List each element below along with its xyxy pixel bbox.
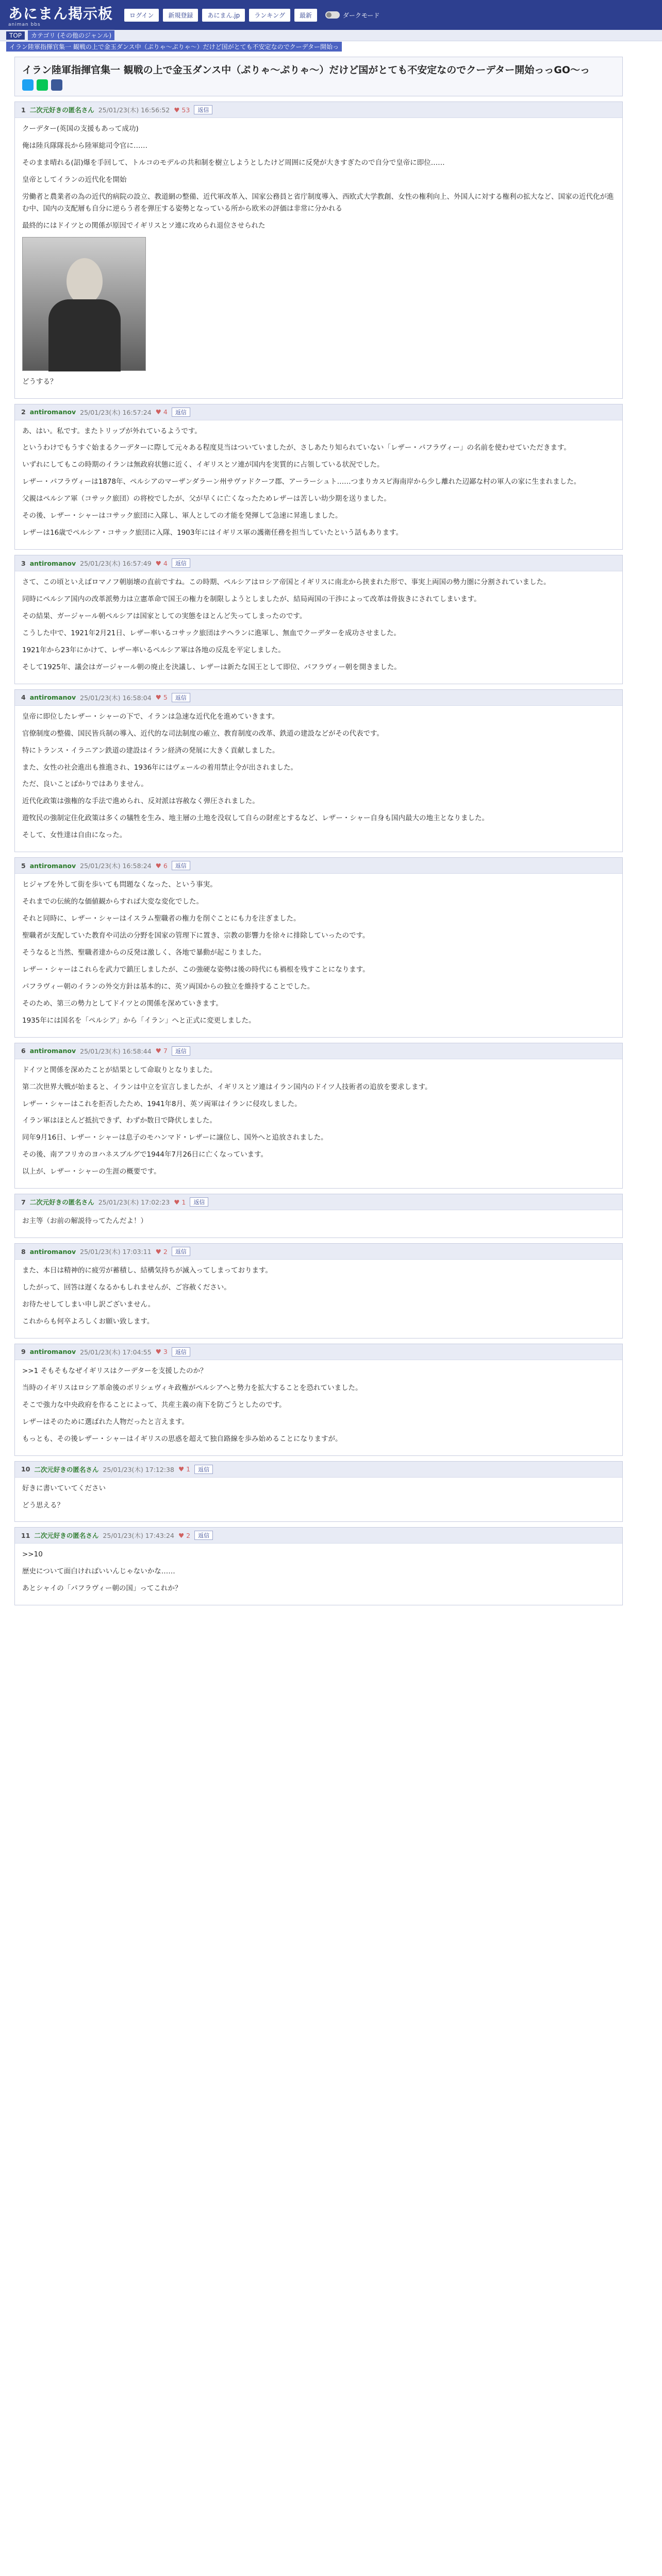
post [14, 1043, 623, 1189]
reply-button[interactable]: 返信 [194, 1465, 213, 1474]
heart-icon: ♥ [155, 559, 163, 567]
poster-name: antiromanov [29, 1247, 76, 1256]
post-text: パフラヴィー朝のイランの外交方針は基本的に、英ソ両国からの独立を維持することでした。 [22, 982, 315, 991]
thread-title: イラン陸軍指揮官集一 観戦の上で金玉ダンス中（ぷりゃ〜ぷりゃ〜）だけど国がとても不安定なのでクーデター開始っっGO〜っ [22, 64, 590, 76]
like-count: 1 [181, 1198, 186, 1206]
like-button[interactable] [156, 560, 168, 567]
like-button[interactable] [156, 1047, 168, 1055]
post-text: こうした中で、1921年2月21日、レザー率いるコサック旅団はテヘランに進軍し、無血でクーデターを成功させました。 [22, 629, 401, 637]
facebook-share-icon[interactable] [51, 79, 62, 91]
post-header [15, 1244, 622, 1260]
dark-mode-toggle[interactable] [325, 11, 380, 20]
post-body [15, 571, 622, 684]
post-header [15, 1344, 622, 1360]
like-count: 2 [186, 1531, 191, 1539]
post-text: 官僚制度の整備、国民皆兵制の導入、近代的な司法制度の確立、教育制度の改革、鉄道の建設などがその代表です。 [22, 729, 384, 738]
poster-name: antiromanov [29, 1047, 76, 1055]
post-list [14, 101, 623, 1605]
post-date: 25/01/23(木) 17:43:24 [103, 1532, 174, 1540]
post-text: 1921年から23年にかけて、レザー率いるペルシア軍は各地の反乱を平定しました。 [22, 646, 285, 654]
poster-name: 二次元好きの匿名さん [34, 1465, 99, 1473]
post-text: 特にトランス・イラニアン鉄道の建設はイラン経済の発展に大きく貢献しました。 [22, 746, 279, 755]
like-count: 3 [163, 1348, 168, 1356]
heart-icon: ♥ [174, 1198, 182, 1206]
post-text: クーデター(英国の支援もあって成功) [22, 125, 139, 133]
post-text: レザー・シャーはこれらを武力で鎮圧しましたが、この強硬な姿勢は後の時代にも禍根を残すことになります。 [22, 965, 370, 974]
post-text: 同年9月16日、レザー・シャーは息子のモハンマド・レザーに譲位し、国外へと追放されました。 [22, 1133, 328, 1142]
post-text: したがって、回答は遅くなるかもしれませんが、ご容赦ください。 [22, 1283, 231, 1292]
post-body [15, 420, 622, 550]
post-number[interactable]: 4 [21, 693, 26, 702]
post-text: 皇帝に即位したレザー・シャーの下で、イランは急速な近代化を進めていきます。 [22, 712, 279, 721]
post-text: お主等（お前の解説待ってたんだよ！） [22, 1217, 147, 1226]
poster-name: antiromanov [29, 1348, 76, 1356]
post-text: 俺は陸兵隊隊長から陸軍総司令官に…… [22, 141, 147, 150]
reply-button[interactable]: 返信 [190, 1197, 208, 1207]
post-body [15, 1210, 622, 1238]
post-date: 25/01/23(木) 17:04:55 [80, 1348, 152, 1356]
post-text: ヒジャブを外して街を歩いても問題なくなった、という事実。 [22, 880, 217, 889]
poster-name: 二次元好きの匿名さん [29, 1198, 94, 1207]
post-text: その後、南アフリカのヨハネスブルグで1944年7月26日に亡くなっています。 [22, 1150, 268, 1159]
post-text: そして1925年、議会はガージャール朝の廃止を決議し、レザーは新たな国王として即位、パフラヴィー朝を開きました。 [22, 663, 401, 671]
heart-icon: ♥ [155, 1247, 163, 1256]
post-date: 25/01/23(木) 16:58:44 [80, 1047, 152, 1055]
post-body [15, 1544, 622, 1605]
post-body [15, 874, 622, 1037]
post-text: また、女性の社会進出も推進され、1936年にはヴェールの着用禁止令が出されました。 [22, 763, 297, 772]
like-button[interactable] [156, 1348, 168, 1355]
post [14, 101, 623, 399]
post-text: レザーは16歳でペルシア・コサック旅団に入隊、1903年にはイギリス軍の護衛任務を担当していたという話もあります。 [22, 529, 403, 537]
post-body [15, 1478, 622, 1522]
portrait-image[interactable] [22, 237, 146, 371]
post-text: イラン軍はほとんど抵抗できず、わずか数日で降伏しました。 [22, 1116, 217, 1125]
poster-name: 二次元好きの匿名さん [29, 106, 94, 114]
post-text: 遊牧民の強制定住化政策は多くの犠牲を生み、地主層の土地を没収して自らの財産とするなど、レザー・シャー自身も国内最大の地主となりました。 [22, 814, 489, 823]
heart-icon: ♥ [155, 1047, 163, 1055]
post-number[interactable]: 6 [21, 1047, 26, 1055]
post-text: >>10 [22, 1550, 43, 1559]
post-body [15, 1260, 622, 1338]
post-text: 同時にペルシア国内の改革派勢力は立憲革命で国王の権力を制限しようとしましたが、結局両国の干渉によって改革は骨抜きにされてしまいます。 [22, 595, 481, 603]
heart-icon: ♥ [178, 1465, 187, 1473]
post-header [15, 690, 622, 706]
post-header [15, 858, 622, 874]
nav-latest[interactable]: 最新 [294, 9, 317, 22]
breadcrumb [0, 30, 662, 41]
post-text: というわけでもうすぐ始まるクーデターに際して元々ある程度見当はついていましたが、さしあたり知られていない「レザー・パフラヴィー」の名前を使わせていただきます。 [22, 444, 571, 452]
breadcrumb-thread-title[interactable]: イラン陸軍指揮官集一 観戦の上で金玉ダンス中（ぷりゃ〜ぷりゃ〜）だけど国がとても不安定なのでクーデター開始っ [6, 42, 342, 52]
like-button[interactable] [174, 106, 190, 114]
post-date: 25/01/23(木) 17:12:38 [103, 1465, 174, 1473]
heart-icon: ♥ [174, 106, 182, 114]
breadcrumb-thread [0, 41, 662, 52]
reply-button[interactable]: 返信 [172, 1046, 190, 1056]
twitter-share-icon[interactable] [22, 79, 34, 91]
like-count: 2 [163, 1247, 168, 1256]
reply-button[interactable]: 返信 [172, 558, 190, 568]
dark-mode-label: ダークモード [342, 11, 380, 19]
line-share-icon[interactable] [37, 79, 48, 91]
post-date: 25/01/23(木) 16:57:49 [80, 560, 152, 568]
post [14, 1194, 623, 1238]
post-text: また、本日は精神的に疲労が蓄積し、結構気持ちが滅入ってしまっております。 [22, 1266, 272, 1275]
post-number[interactable]: 2 [21, 408, 26, 416]
reply-button[interactable]: 返信 [172, 861, 190, 870]
post [14, 1527, 623, 1605]
post-text: 近代化政策は強権的な手法で進められ、反対派は容赦なく弾圧されました。 [22, 797, 259, 806]
poster-name: antiromanov [29, 408, 76, 416]
post [14, 857, 623, 1037]
post-header [15, 404, 622, 420]
reply-button[interactable]: 返信 [172, 408, 190, 417]
post-text: その結果、ガージャール朝ペルシアは国家としての実態をほとんど失ってしまったのです。 [22, 612, 307, 620]
post [14, 1461, 623, 1522]
breadcrumb-top[interactable]: TOP [6, 31, 25, 40]
post-text: レザー・シャーはこれを拒否したため、1941年8月、英ソ両軍はイランに侵攻しました。 [22, 1099, 302, 1108]
like-count: 4 [163, 559, 168, 567]
post [14, 1344, 623, 1456]
top-nav [124, 9, 379, 22]
post-text: 労働者と農業者の為の近代的病院の設立、教道網の整備、近代軍改革入、国家公務員と省庁制度導入、西欧式大学教創、女性の権利向上、外国人に対する権利の拡大など、国家の近代化が進む中、国内の支配層も自分に逆らう者を弾圧する姿勢となっている所から欧米の評価は非常に分かれる [22, 192, 614, 213]
post-body [15, 1360, 622, 1455]
post-text: 第二次世界大戦が始まると、イランは中立を宣言しましたが、イギリスとソ連はイラン国内のドイツ人技術者の追放を要求します。 [22, 1082, 432, 1091]
poster-name: antiromanov [29, 861, 76, 870]
post-text: 当時のイギリスはロシア革命後のボリシェヴィキ政権がペルシアへと勢力を拡大することを恐れていました。 [22, 1383, 362, 1392]
post-text: そのまま晴れる(詔)爆を手回して、トルコのモデルの共和制を樹立しようとしたけど周囲に反発が大きすぎたので自分で皇帝に即位…… [22, 158, 445, 167]
post-text: そうなると当然、聖職者達からの反発は激しく、各地で暴動が起こりました。 [22, 948, 266, 957]
post-body [15, 706, 622, 852]
post-text: それと同時に、レザー・シャーはイスラム聖職者の権力を削ぐことにも力を注ぎました。 [22, 914, 301, 923]
share-icons [22, 79, 615, 91]
like-count: 1 [186, 1465, 191, 1473]
like-button[interactable] [178, 1465, 190, 1473]
reply-button[interactable]: 返信 [194, 105, 212, 114]
post-text: これからも何卒よろしくお願い致します。 [22, 1317, 154, 1326]
like-count: 4 [163, 408, 168, 416]
breadcrumb-category[interactable]: カテゴリ (その他のジャンル) [28, 30, 114, 40]
nav-ranking[interactable]: ランキング [249, 9, 290, 22]
heart-icon: ♥ [155, 408, 163, 416]
post-text: あ、はい。私です。またトリップが外れているようです。 [22, 427, 202, 435]
post-number[interactable]: 8 [21, 1247, 26, 1256]
post-text: 最終的にはドイツとの関係が原因でイギリスとソ連に攻められ退位させられた [22, 221, 266, 230]
like-count: 7 [163, 1047, 168, 1055]
like-count: 5 [163, 693, 168, 702]
heart-icon: ♥ [155, 1348, 163, 1356]
post-text: それまでの伝統的な価値観からすれば大変な変化でした。 [22, 897, 203, 906]
post-text: いずれにしてもこの時期のイランは無政府状態に近く、イギリスとソ連が国内を実質的に占領している状況でした。 [22, 461, 384, 469]
post-header [15, 1043, 622, 1059]
like-count: 6 [163, 861, 168, 870]
reply-button[interactable]: 返信 [194, 1531, 213, 1540]
post-date: 25/01/23(木) 17:02:23 [98, 1198, 170, 1207]
post-date: 25/01/23(木) 16:57:24 [80, 408, 152, 416]
post-text: あとシャイの「パフラヴィー朝の国」ってこれか？ [22, 1584, 182, 1593]
site-logo[interactable] [8, 3, 113, 27]
post-text: レザー・パフラヴィーは1878年、ペルシアのマーザンダラーン州サヴァドクーフ郡、アーラーシュト……つまりカスピ海南岸から少し離れた辺鄙な村の軍人の家に生まれました。 [22, 478, 581, 486]
post-number[interactable]: 11 [21, 1531, 30, 1539]
poster-name: 二次元好きの匿名さん [34, 1532, 99, 1540]
logo-text: あにまん掲示板 [8, 5, 113, 22]
post-date: 25/01/23(木) 16:58:24 [80, 862, 152, 870]
post-date: 25/01/23(木) 17:03:11 [80, 1248, 152, 1256]
poster-name: antiromanov [29, 559, 76, 567]
nav-register[interactable]: 新規登録 [163, 9, 198, 22]
post-text: さて、この頃といえばロマノフ朝崩壊の直前ですね。この時期、ペルシアはロシア帝国とイギリスに南北から挟まれた形で、事実上両国の勢力圏に分割されていました。 [22, 578, 551, 587]
post-number[interactable]: 10 [21, 1465, 30, 1473]
post-text: レザーはそのために選ばれた人物だったと言えます。 [22, 1417, 189, 1426]
thread-title-box [14, 57, 623, 96]
post [14, 404, 623, 550]
post-header [15, 1528, 622, 1544]
post-number[interactable]: 9 [21, 1348, 26, 1356]
thread-container [14, 57, 623, 1605]
post-text: もっとも、その後レザー・シャーはイギリスの思惑を超えて独自路線を歩み始めることになりますが。 [22, 1434, 342, 1443]
post-text: そして、女性達は自由になった。 [22, 831, 127, 840]
post-text: どうする？ [22, 377, 57, 386]
reply-button[interactable]: 返信 [172, 693, 190, 702]
post-text: お待たせしてしまい申し訳ございません。 [22, 1300, 155, 1309]
like-button[interactable] [156, 693, 168, 701]
nav-animan[interactable]: あにまん.jp [202, 9, 245, 22]
post [14, 689, 623, 853]
post-date: 25/01/23(木) 16:58:04 [80, 693, 152, 702]
post-text: 好きに書いていてください [22, 1484, 106, 1493]
post [14, 555, 623, 684]
heart-icon: ♥ [155, 693, 163, 702]
reply-button[interactable]: 返信 [172, 1247, 190, 1256]
post-number[interactable]: 3 [21, 559, 26, 567]
post [14, 1243, 623, 1338]
post-text: 1935年には国名を「ペルシア」から「イラン」へと正式に変更しました。 [22, 1016, 256, 1025]
logo-sub: animan bbs [8, 22, 41, 27]
post-text: そこで強力な中央政府を作ることによって、共産主義の南下を防ごうとしたのです。 [22, 1400, 286, 1409]
post-text: ドイツと関係を深めたことが結果として命取りとなりました。 [22, 1065, 217, 1074]
post-text: 以上が、レザー・シャーの生涯の概要です。 [22, 1167, 161, 1176]
post-text: そのため、第三の勢力としてドイツとの関係を深めていきます。 [22, 999, 223, 1008]
post-text: >>1 そもそもなぜイギリスはクーデターを支援したのか？ [22, 1366, 207, 1375]
heart-icon: ♥ [178, 1531, 187, 1539]
post-header [15, 102, 622, 118]
post-header [15, 1462, 622, 1478]
like-button[interactable] [156, 862, 168, 870]
like-button[interactable] [174, 1198, 186, 1206]
like-button[interactable] [156, 1248, 168, 1256]
post-text: その後、レザー・シャーはコサック旅団に入隊し、軍人としての才能を発揮して急速に昇進しました。 [22, 512, 342, 520]
nav-login[interactable]: ログイン [124, 9, 159, 22]
post-number[interactable]: 7 [21, 1198, 26, 1206]
post-text: 皇帝としてイランの近代化を開始 [22, 175, 127, 184]
post-text: 父親はペルシア軍（コサック旅団）の将校でしたが、父が早くに亡くなったためレザーは苦しい幼少期を送りました。 [22, 495, 391, 503]
post-number[interactable]: 1 [21, 106, 26, 114]
reply-button[interactable]: 返信 [172, 1347, 190, 1357]
post-header [15, 555, 622, 571]
post-text: 聖職者が支配していた教育や司法の分野を国家の管理下に置き、宗教の影響力を徐々に排除していったのです。 [22, 931, 370, 940]
like-button[interactable] [178, 1532, 190, 1539]
poster-name: antiromanov [29, 693, 76, 702]
like-count: 53 [181, 106, 190, 114]
toggle-switch-icon[interactable] [325, 11, 340, 19]
post-header [15, 1194, 622, 1210]
post-body [15, 118, 622, 398]
post-date: 25/01/23(木) 16:56:52 [98, 106, 170, 114]
post-text: ただ、良いことばかりではありません。 [22, 780, 148, 789]
post-text: どう思える？ [22, 1501, 64, 1510]
heart-icon: ♥ [155, 861, 163, 870]
post-text: 歴史について面白ければいいんじゃないかな…… [22, 1567, 175, 1576]
site-header [0, 0, 662, 30]
like-button[interactable] [156, 408, 168, 416]
post-number[interactable]: 5 [21, 861, 26, 870]
post-body [15, 1059, 622, 1189]
